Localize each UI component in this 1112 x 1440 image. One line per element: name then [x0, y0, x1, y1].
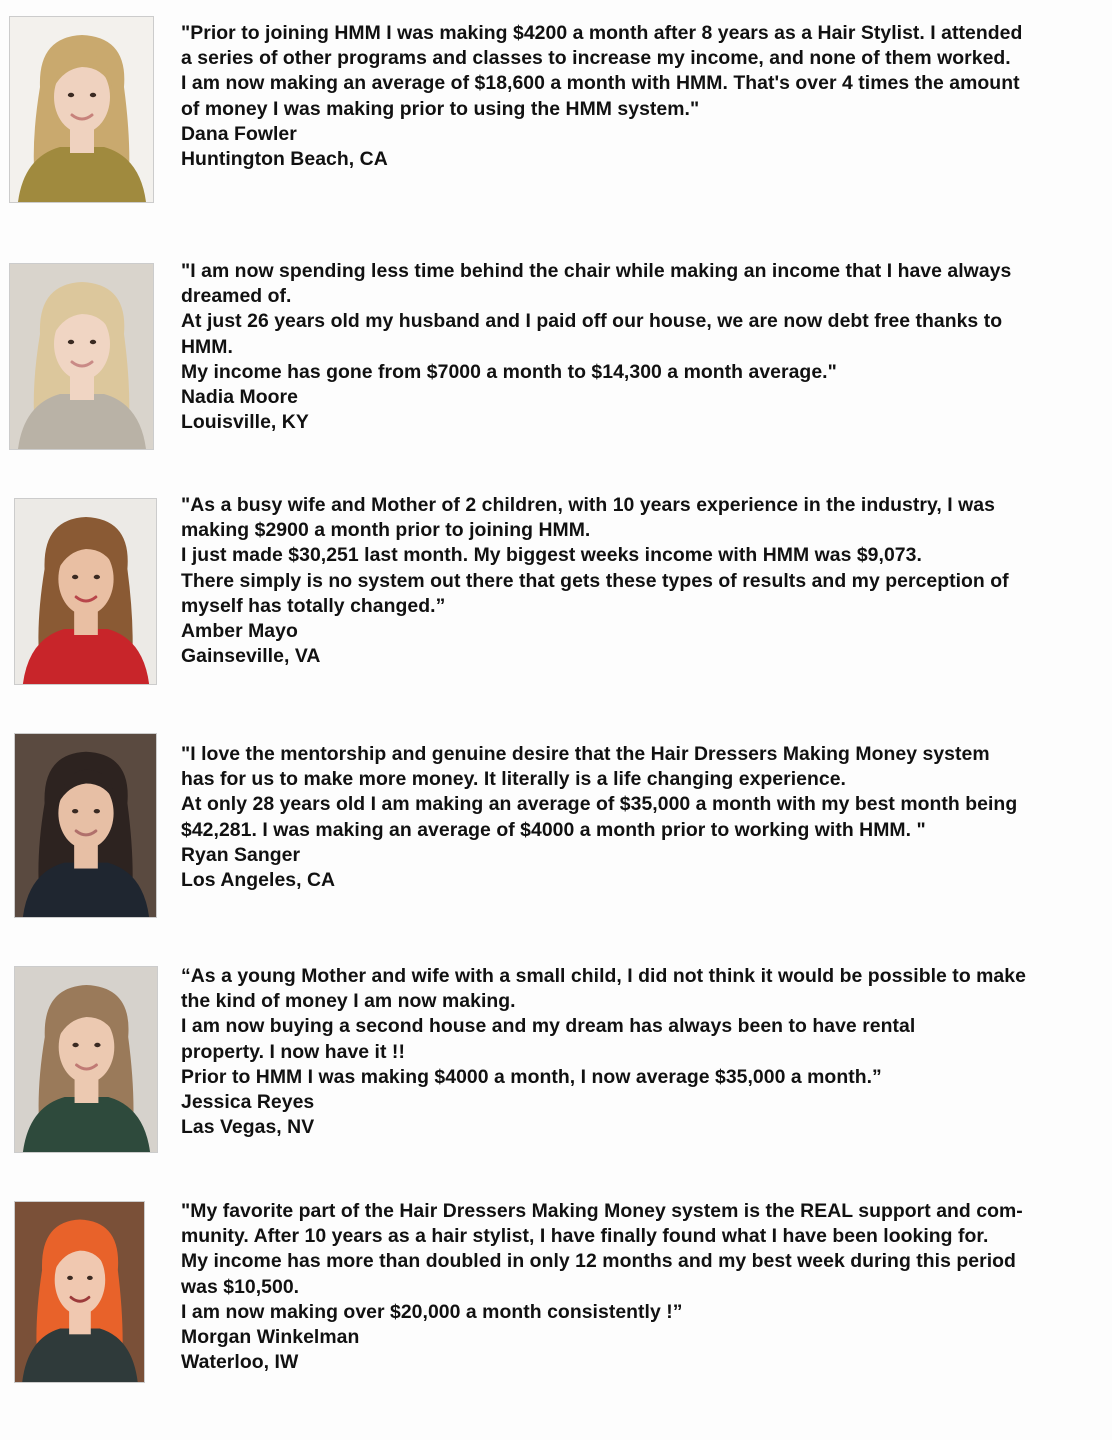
- author-name: Jessica Reyes: [181, 1091, 315, 1114]
- quote-line: "My favorite part of the Hair Dressers Making Money system is the REAL support and com-: [181, 1200, 1023, 1222]
- author-name: Dana Fowler: [181, 122, 297, 145]
- author-name: Morgan Winkelman: [181, 1326, 360, 1349]
- testimonial-photo: [9, 16, 154, 203]
- quote-line: dreamed of.: [181, 285, 292, 308]
- testimonial-text: [181, 493, 1096, 669]
- author-name: Amber Mayo: [181, 620, 298, 643]
- author-location: Gainseville, VA: [181, 645, 321, 668]
- quote-line: myself has totally changed.”: [181, 594, 446, 617]
- quote-line: has for us to make more money. It literally is a life changing experience.: [181, 768, 846, 791]
- author-location: Huntington Beach, CA: [181, 148, 388, 171]
- portrait-image: [15, 1202, 144, 1382]
- quote-line: HMM.: [181, 335, 233, 358]
- quote-line: There simply is no system out there that gets these types of results and my perception of: [181, 569, 1009, 592]
- quote-line: "I am now spending less time behind the chair while making an income that I have always: [181, 260, 1012, 282]
- portrait-image: [15, 734, 156, 917]
- portrait-image: [15, 499, 156, 684]
- quote-line: At just 26 years old my husband and I paid off our house, we are now debt free thanks to: [181, 310, 1003, 333]
- author-location: Los Angeles, CA: [181, 869, 336, 892]
- testimonial-photo: [14, 1201, 145, 1383]
- quote-line: of money I was making prior to using the HMM system.": [181, 97, 700, 120]
- author-location: Louisville, KY: [181, 411, 309, 434]
- quote-line: At only 28 years old I am making an average of $35,000 a month with my best month being: [181, 793, 1018, 816]
- quote-line: "As a busy wife and Mother of 2 children, with 10 years experience in the industry, I was: [181, 494, 995, 516]
- testimonial-photo: [14, 966, 158, 1153]
- quote-line: "I love the mentorship and genuine desire that the Hair Dressers Making Money system: [181, 743, 990, 765]
- testimonial-text: [181, 1199, 1096, 1375]
- testimonial-photo: [9, 263, 154, 450]
- quote-line: I am now making over $20,000 a month consistently !”: [181, 1300, 683, 1323]
- quote-line: a series of other programs and classes to increase my income, and none of them worked.: [181, 47, 1011, 70]
- quote-line: “As a young Mother and wife with a small child, I did not think it would be possible to make: [181, 965, 1026, 987]
- portrait-image: [10, 264, 153, 449]
- quote-line: was $10,500.: [181, 1275, 300, 1298]
- quote-line: Prior to HMM I was making $4000 a month, I now average $35,000 a month.”: [181, 1065, 882, 1088]
- quote-line: "Prior to joining HMM I was making $4200 a month after 8 years as a Hair Stylist. I attended: [181, 22, 1023, 44]
- quote-line: I am now buying a second house and my dream has always been to have rental: [181, 1015, 916, 1038]
- quote-line: My income has more than doubled in only 12 months and my best week during this period: [181, 1250, 1016, 1273]
- quote-line: making $2900 a month prior to joining HMM.: [181, 519, 591, 542]
- quote-line: munity. After 10 years as a hair stylist, I have finally found what I have been looking for.: [181, 1225, 989, 1248]
- testimonial-text: [181, 259, 1096, 435]
- author-name: Nadia Moore: [181, 386, 298, 409]
- quote-line: I am now making an average of $18,600 a month with HMM. That's over 4 times the amount: [181, 72, 1020, 95]
- author-name: Ryan Sanger: [181, 843, 301, 866]
- testimonial-text: [181, 964, 1096, 1140]
- author-location: Las Vegas, NV: [181, 1116, 315, 1139]
- testimonial-text: [181, 21, 1096, 172]
- testimonial-text: [181, 742, 1096, 893]
- quote-line: I just made $30,251 last month. My biggest weeks income with HMM was $9,073.: [181, 544, 922, 567]
- quote-line: property. I now have it !!: [181, 1040, 405, 1063]
- quote-line: the kind of money I am now making.: [181, 990, 516, 1013]
- portrait-image: [15, 967, 157, 1152]
- testimonial-photo: [14, 733, 157, 918]
- testimonial-photo: [14, 498, 157, 685]
- quote-line: $42,281. I was making an average of $4000 a month prior to working with HMM. ": [181, 818, 926, 841]
- portrait-image: [10, 17, 153, 202]
- quote-line: My income has gone from $7000 a month to $14,300 a month average.": [181, 360, 837, 383]
- author-location: Waterloo, IW: [181, 1351, 299, 1374]
